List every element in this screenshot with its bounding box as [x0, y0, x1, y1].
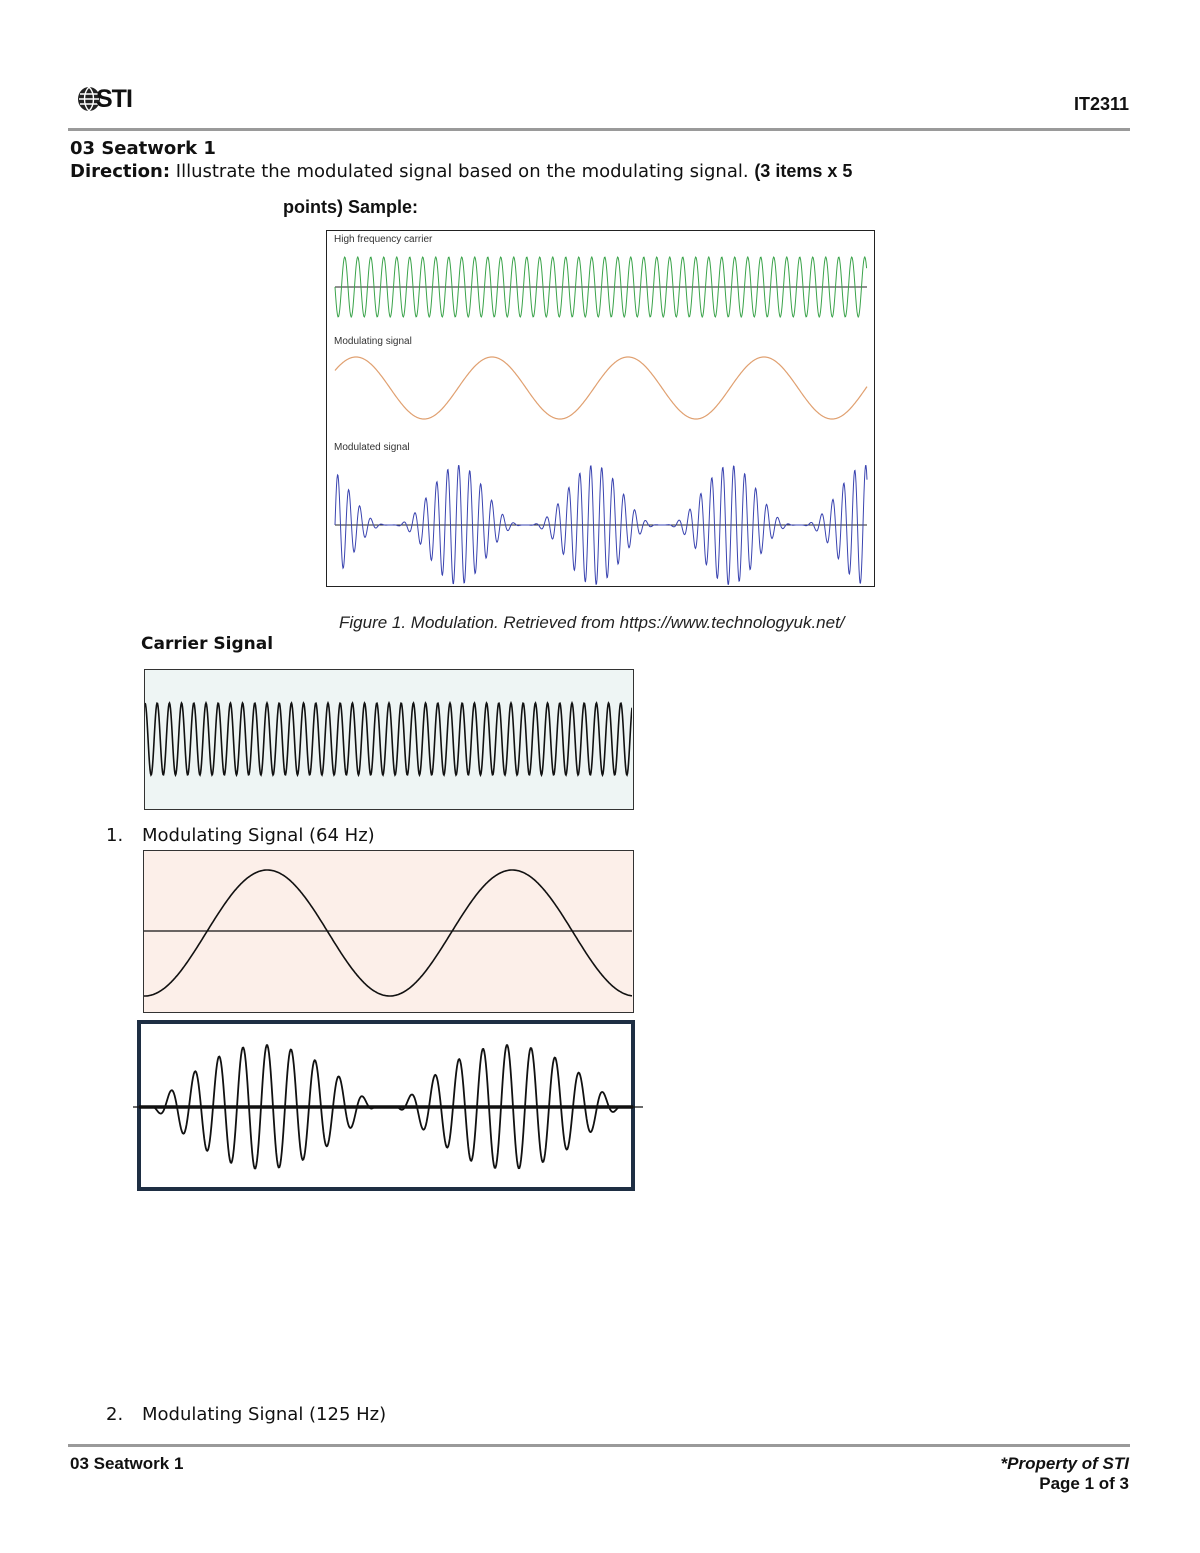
modulating-signal-plot — [144, 851, 632, 1011]
direction-label: Direction: — [70, 161, 171, 182]
modulating-signal-wave — [144, 870, 632, 996]
logo-text: STI — [96, 85, 132, 113]
direction-text: Illustrate the modulated signal based on the modulating signal. — [175, 161, 749, 182]
footer-title: 03 Seatwork 1 — [70, 1454, 184, 1473]
modulated-label: Modulated signal — [334, 442, 410, 453]
carrier-label: High frequency carrier — [334, 234, 433, 245]
item-2 — [106, 1404, 386, 1425]
direction-line — [70, 161, 852, 182]
modulating-label: Modulating signal — [334, 336, 412, 347]
item-1 — [106, 825, 375, 846]
carrier-signal-plot — [145, 670, 632, 808]
footer-right — [1001, 1454, 1129, 1494]
figure-caption: Figure 1. Modulation. Retrieved from https://www.technologyuk.net/ — [339, 613, 845, 632]
item-2-number: 2. — [106, 1404, 124, 1425]
sti-logo — [76, 84, 138, 116]
answer-drawing-panel[interactable] — [137, 1020, 635, 1191]
carrier-heading: Carrier Signal — [141, 634, 274, 654]
header-divider — [68, 128, 1130, 131]
answer-drawing — [133, 1020, 643, 1183]
item-1-number: 1. — [106, 825, 124, 846]
modulating-signal-panel — [143, 850, 634, 1013]
footer-divider — [68, 1444, 1130, 1447]
sample-modulating-wave — [335, 357, 867, 419]
item-2-label: Modulating Signal (125 Hz) — [142, 1404, 387, 1425]
page-title: 03 Seatwork 1 — [70, 138, 216, 159]
sample-figure — [326, 230, 875, 587]
sample-waves — [327, 231, 873, 585]
points-part1: (3 items x 5 — [754, 161, 853, 181]
property-notice: *Property of STI — [1000, 1454, 1129, 1473]
course-code: IT2311 — [1073, 94, 1129, 114]
item-1-label: Modulating Signal (64 Hz) — [142, 825, 375, 846]
carrier-signal-panel — [144, 669, 634, 810]
carrier-signal-wave — [145, 703, 632, 775]
points-part2: points) Sample: — [283, 197, 419, 217]
page-number: Page 1 of 3 — [1039, 1474, 1129, 1493]
